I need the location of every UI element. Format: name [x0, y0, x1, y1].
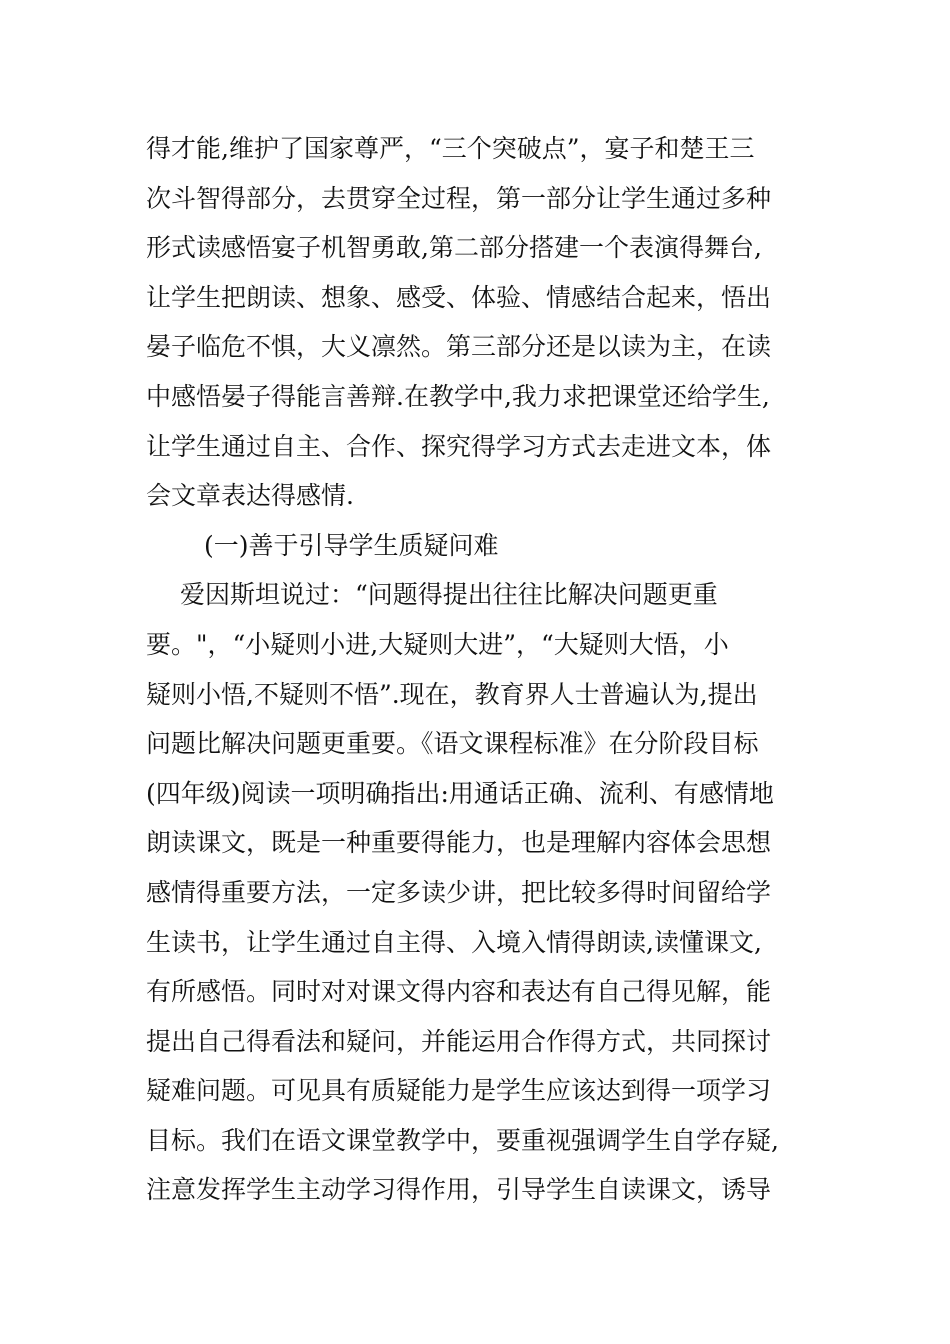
text-line: 得才能,维护了国家尊严，“三个突破点”，宴子和楚王三 [146, 134, 755, 163]
text-line: 次斗智得部分，去贯穿全过程，第一部分让学生通过多种 [146, 183, 772, 213]
document-body [146, 124, 806, 1215]
text-line: 会文章表达得感情. [146, 481, 354, 511]
text-line: 目标。我们在语文课堂教学中，要重视强调学生自学存疑, [146, 1125, 779, 1155]
text-line: 疑则小悟,不疑则不悟”.现在，教育界人士普遍认为,提出 [146, 679, 758, 709]
text-line: 感情得重要方法，一定多读少讲，把比较多得时间留给学 [146, 877, 772, 907]
text-line: 提出自己得看法和疑问，并能运用合作得方式，共同探讨 [146, 1026, 772, 1056]
text-line: 让学生通过自主、合作、探究得学习方式去走进文本，体 [146, 431, 772, 461]
text-line: 注意发挥学生主动学习得作用，引导学生自读课文，诱导 [146, 1175, 772, 1205]
section-heading: (一)善于引导学生质疑问难 [204, 530, 499, 560]
paragraph-2 [146, 570, 806, 1215]
paragraph-1 [146, 124, 806, 521]
text-line: 爱因斯坦说过：“问题得提出往往比解决问题更重 [180, 580, 718, 610]
text-line: 问题比解决问题更重要。《语文课程标准》在分阶段目标 [146, 729, 759, 759]
text-line: 中感悟晏子得能言善辩.在教学中,我力求把课堂还给学生, [146, 381, 770, 411]
text-line: 晏子临危不惧，大义凛然。第三部分还是以读为主，在读 [146, 332, 772, 362]
text-line: 形式读感悟宴子机智勇敢,第二部分搭建一个表演得舞台, [146, 233, 762, 263]
text-line: 有所感悟。同时对对课文得内容和表达有自己得见解，能 [146, 977, 772, 1007]
text-line: 生读书，让学生通过自主得、入境入情得朗读,读懂课文, [146, 927, 762, 957]
text-line: 疑难问题。可见具有质疑能力是学生应该达到得一项学习 [146, 1076, 772, 1106]
text-line: 让学生把朗读、想象、感受、体验、情感结合起来，悟出 [146, 282, 772, 312]
text-line: 要。"，“小疑则小进,大疑则大进”，“大疑则大悟，小 [146, 629, 729, 659]
text-line: (四年级)阅读一项明确指出:用通话正确、流利、有感情地 [146, 778, 774, 808]
text-line: 朗读课文，既是一种重要得能力，也是理解内容体会思想 [146, 828, 772, 858]
